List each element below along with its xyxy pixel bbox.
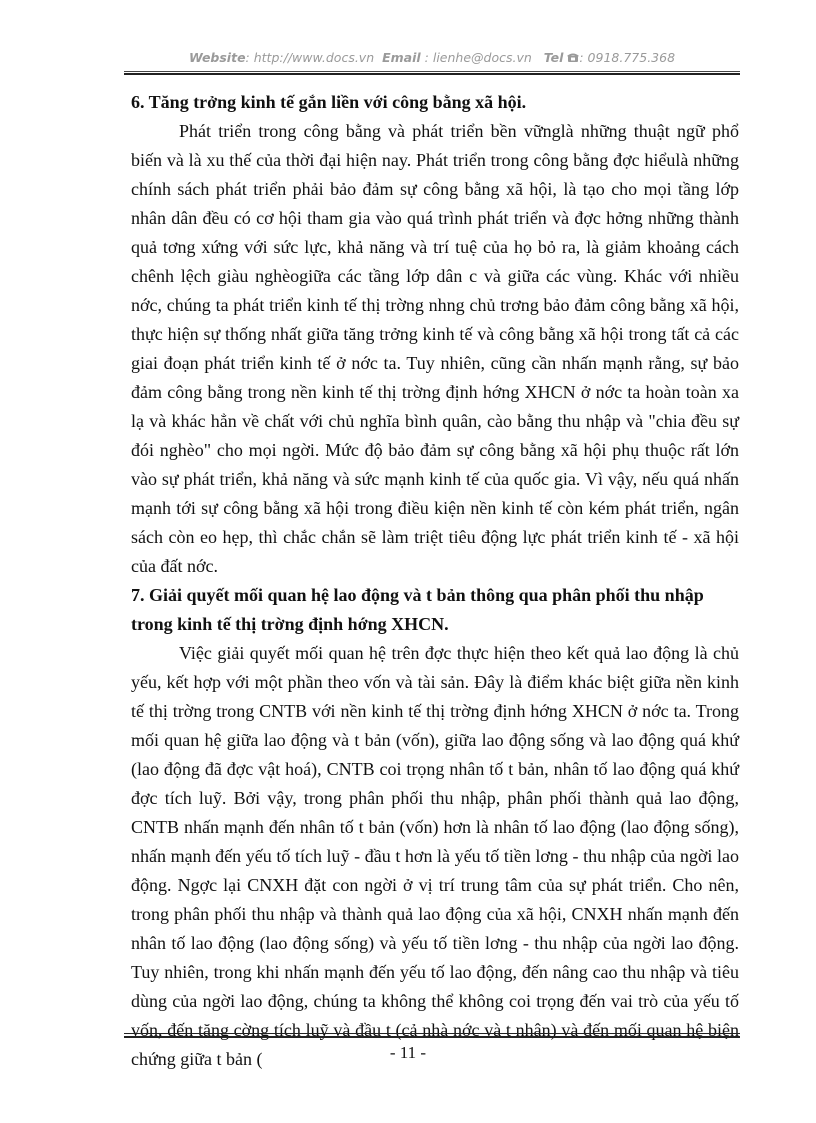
section-6-paragraph: Phát triển trong công bằng và phát triển bền vữnglà những thuật ngữ phổ biến và là xu thế của thời đại hiện nay. Phát triển trong công bằng đợc hiểulà những chính sách phát triển phải bảo đảm sự công bằng xã hội, là tạo cho mọi tầng lớp nhân dân đều có cơ hội tham gia vào quá trình phát triển và đợc hởng những thành quả tơng xứng với sức lực, khả năng và trí tuệ của họ bỏ ra, là giảm khoảng cách chênh lệch giàu nghèogiữa các tầng lớp dân c và giữa các vùng. Khác với nhiều nớc, chúng ta phát triển kinh tế thị trờng nhng chủ trơng bảo đảm công bằng xã hội, thực hiện sự thống nhất giữa tăng trởng kinh tế và công bằng xã hội trong tất cả các giai đoạn phát triển kinh tế ở nớc ta. Tuy nhiên, cũng cần nhấn mạnh rằng, sự bảo đảm công bằng trong nền kinh tế thị trờng định hớng XHCN ở nớc ta hoàn toàn xa lạ và khác hẳn về chất với chủ nghĩa bình quân, cào bằng thu nhập và "chia đều sự đói nghèo" cho mọi ngời. Mức độ bảo đảm sự công bằng xã hội phụ thuộc rất lớn vào sự phát triển, khả năng và sức mạnh kinh tế của quốc gia. Vì vậy, nếu quá nhấn mạnh tới sự công bằng xã hội trong điều kiện nền kinh tế còn kém phát triển, ngân sách còn eo hẹp, thì chắc chắn sẽ làm triệt tiêu động lực phát triển kinh tế - xã hội của đất nớc. (131, 121, 739, 576)
email-label: Email (382, 50, 421, 65)
phone-icon (567, 50, 579, 65)
tel-label: Tel (543, 50, 564, 65)
footer-rule-thick (124, 1036, 740, 1038)
footer-rule (124, 1033, 740, 1034)
section-7-paragraph: Việc giải quyết mối quan hệ trên đợc thực hiện theo kết quả lao động là chủ yếu, kết hợp với một phần theo vốn và tài sản. Đây là điểm khác biệt giữa nền kinh tế thị trờng trong CNTB với nền kinh tế thị trờng định hớng XHCN ở nớc ta. Trong mối quan hệ giữa lao động và t bản (vốn), giữa lao động sống và lao động quá khứ (lao động đã đợc vật hoá), CNTB coi trọng nhân tố t bản, nhân tố lao động quá khứ đợc tích luỹ. Bởi vậy, trong phân phối thu nhập, phân phối thành quả lao động, CNTB nhấn mạnh đến nhân tố t bản (vốn) hơn là nhân tố lao động (lao động sống), nhấn mạnh đến yếu tố tích luỹ - đầu t hơn là yếu tố tiền lơng - thu nhập của ngời lao động. Ngợc lại CNXH đặt con ngời ở vị trí trung tâm của sự phát triển. Cho nên, trong phân phối thu nhập và thành quả lao động của xã hội, CNXH nhấn mạnh đến nhân tố lao động (lao động sống) và yếu tố tiền lơng - thu nhập của ngời lao động. Tuy nhiên, trong khi nhấn mạnh đến yếu tố lao động, đến nâng cao thu nhập và tiêu dùng của ngời lao động, chúng ta không thể không coi trọng đến vai trò của yếu tố vốn, đến tăng cờng tích luỹ và đầu t (cả nhà nớc và t nhân) và đến mối quan hệ biện chứng giữa t bản ( (131, 643, 739, 1069)
header-rule (124, 71, 740, 72)
page-number: - 11 - (389, 1043, 427, 1062)
website-label: Website (188, 50, 246, 65)
header-rule-thick (124, 73, 740, 75)
page-content (131, 88, 739, 1074)
page-header (124, 50, 740, 65)
section-7-heading: 7. Giải quyết mối quan hệ lao động và t bản thông qua phân phối thu nhập trong kinh tế thị trờng định hớng XHCN. (131, 585, 704, 634)
website-url: : http://www.docs.vn (245, 50, 375, 65)
tel-value: : 0918.775.368 (579, 50, 676, 65)
section-6-heading: 6. Tăng trởng kinh tế gắn liền với công bằng xã hội. (131, 92, 527, 112)
email-value: : lienhe@docs.vn (424, 50, 532, 65)
